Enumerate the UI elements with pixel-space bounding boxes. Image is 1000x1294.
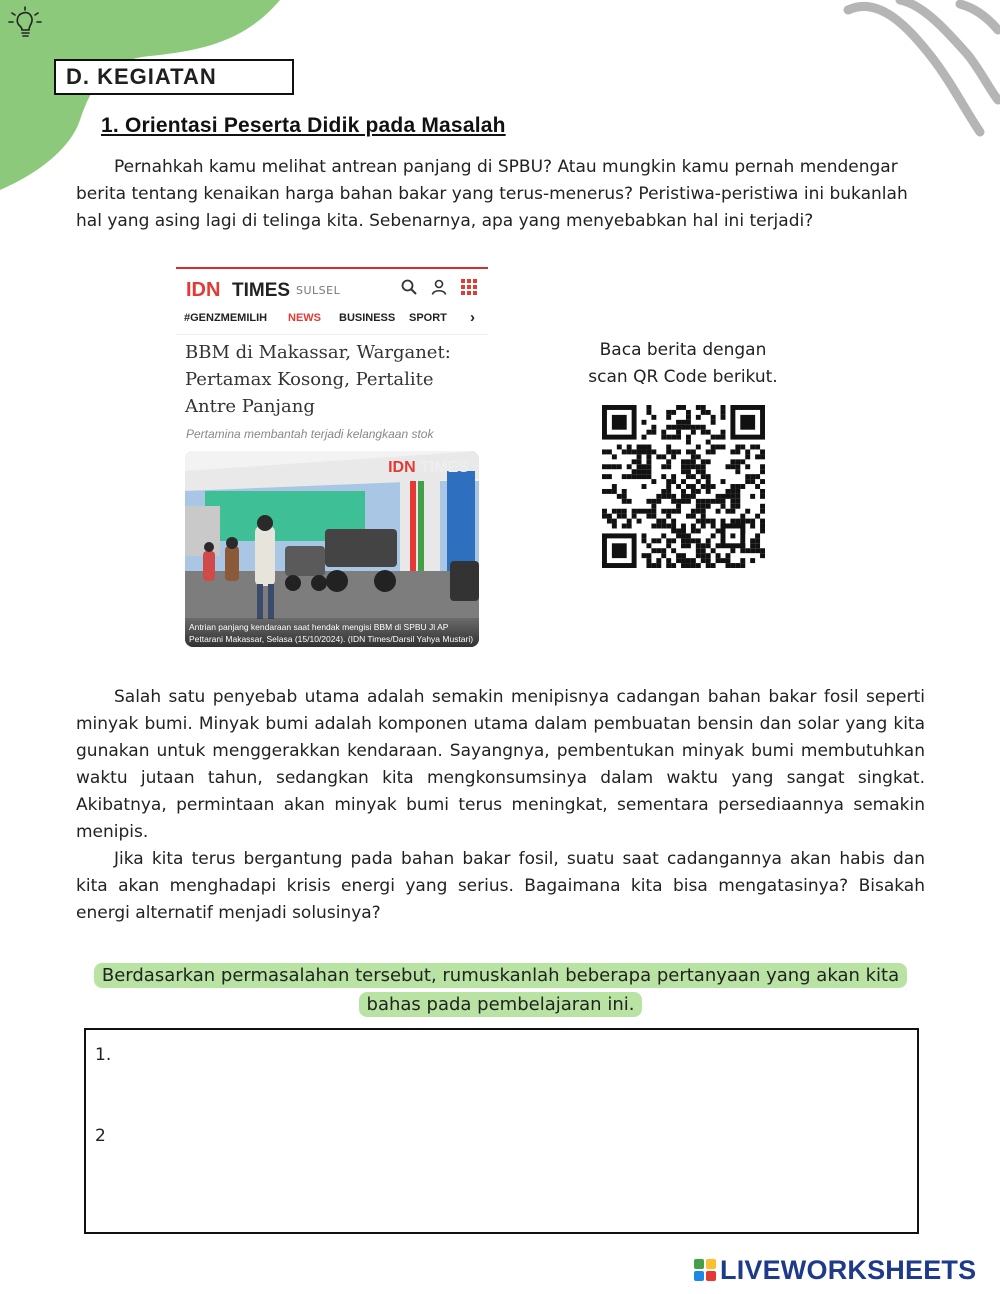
prompt-line2: bahas pada pembelajaran ini. <box>359 992 643 1017</box>
qr-instructions <box>583 337 783 391</box>
news-header <box>186 279 481 303</box>
watermark-idn: IDN <box>388 459 416 476</box>
user-icon <box>431 279 447 300</box>
decorative-swirl <box>840 0 1000 140</box>
news-tabs <box>184 309 484 330</box>
grid-menu-icon <box>461 279 477 300</box>
intro-paragraph <box>76 154 925 235</box>
answer-input-2[interactable] <box>118 1121 902 1153</box>
qr-code[interactable] <box>602 405 765 568</box>
prompt-line1: Berdasarkan permasalahan tersebut, rumuskanlah beberapa pertanyaan yang akan kita <box>94 963 907 988</box>
body-paragraphs <box>76 684 925 927</box>
times-logo: TIMES <box>232 280 291 301</box>
answer-box <box>84 1028 919 1234</box>
tab-business: BUSINESS <box>339 312 396 324</box>
lightbulb-icon <box>6 4 46 46</box>
section-title: D. KEGIATAN <box>54 59 294 95</box>
photo-caption: Antrian panjang kendaraan saat hendak mengisi BBM di SPBU Jl AP Pettarani Makassar, Selasa (15/10/2024). (IDN Times/Darsil Yahya Mustari) <box>185 618 479 647</box>
news-article-card <box>176 267 488 650</box>
divider <box>176 334 488 335</box>
intro-text: Pernahkah kamu melihat antrean panjang di SPBU? Atau mungkin kamu pernah mendengar berita tentang kenaikan harga bahan bakar yang terus-menerus? Peristiwa-peristiwa ini bukanlah hal yang asing lagi di telinga kita. Sebenarnya, apa yang menyebabkan hal ini terjadi? <box>76 157 908 231</box>
liveworksheets-logo-icon <box>694 1259 716 1281</box>
watermark-times: TIMES <box>420 459 469 476</box>
news-photo <box>185 451 479 647</box>
qr-text-line2: scan QR Code berikut. <box>588 367 778 387</box>
answer-label-2: 2 <box>95 1126 106 1146</box>
tab-sport: SPORT <box>409 312 447 324</box>
news-headline: BBM di Makassar, Warganet: Pertamax Kosong, Pertalite Antre Panjang <box>185 342 451 417</box>
liveworksheets-branding <box>694 1255 994 1285</box>
body-paragraph-2: Jika kita terus bergantung pada bahan bakar fosil, suatu saat cadangannya akan habis dan kita akan menghadapi krisis energi yang serius. Bagaimana kita bisa mengatasinya? Bisakah energi alternatif menjadi solusinya? <box>76 849 925 923</box>
answer-label-1: 1. <box>95 1045 112 1065</box>
liveworksheets-logo: LIVEWORKSHEETS <box>720 1255 977 1285</box>
subsection-title: 1. Orientasi Peserta Didik pada Masalah <box>101 114 506 137</box>
task-prompt <box>76 961 925 1019</box>
idn-logo: IDN <box>186 279 221 301</box>
region-label: SULSEL <box>296 284 341 297</box>
answer-input-1[interactable] <box>118 1040 902 1072</box>
chevron-right-icon: › <box>470 309 475 326</box>
news-subtitle: Pertamina membantah terjadi kelangkaan stok <box>186 427 434 441</box>
body-paragraph-1: Salah satu penyebab utama adalah semakin menipisnya cadangan bahan bakar fosil seperti minyak bumi. Minyak bumi adalah komponen utama dalam pembuatan bensin dan solar yang kita gunakan untuk menggerakkan kendaraan. Sayangnya, pembentukan minyak bumi membutuhkan waktu jutaan tahun, sedangkan kita mengkonsumsinya dalam waktu yang sangat singkat. Akibatnya, permintaan akan minyak bumi terus meningkat, sementara persediaannya semakin menipis. <box>76 687 925 842</box>
qr-text-line1: Baca berita dengan <box>599 340 767 360</box>
search-icon <box>401 279 417 300</box>
tab-genzmemilih: #GENZMEMILIH <box>184 312 268 324</box>
tab-news: NEWS <box>288 312 321 324</box>
photo-watermark <box>388 459 469 477</box>
